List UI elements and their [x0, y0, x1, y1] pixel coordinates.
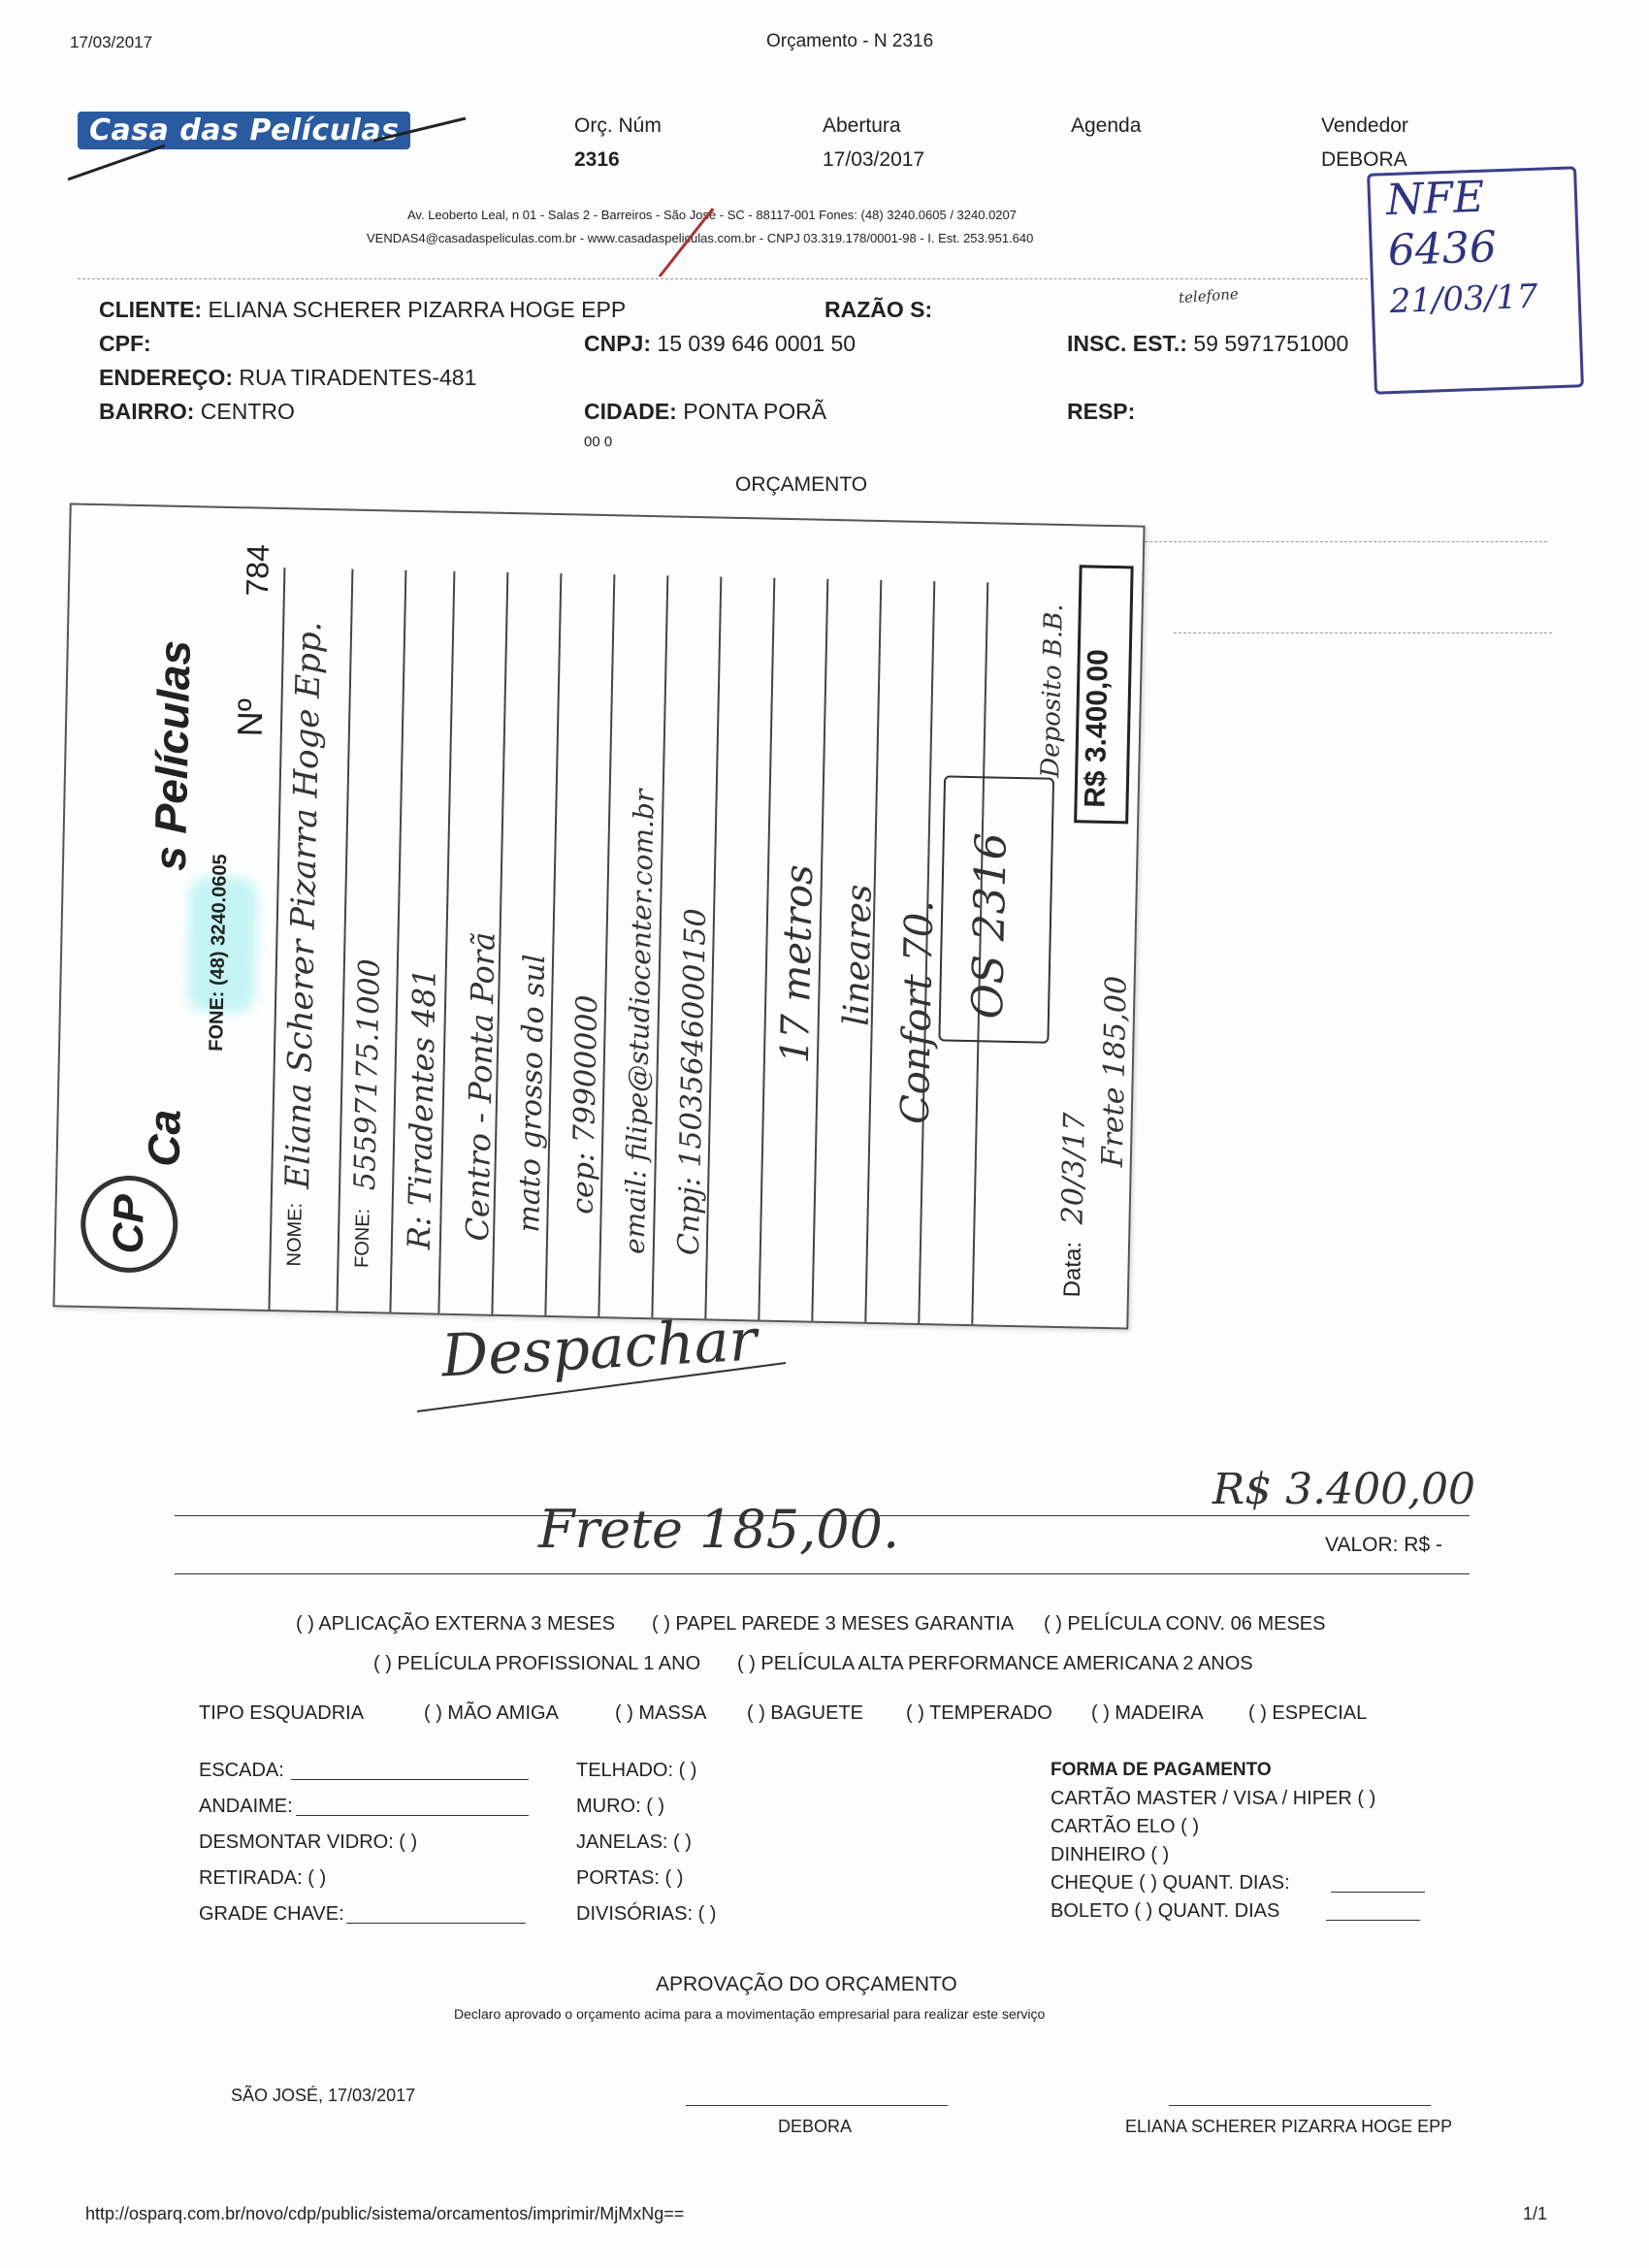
receipt-numero: 784: [239, 543, 275, 597]
receipt-nome: Eliana Scherer Pizarra Hoge Epp.: [278, 621, 330, 1189]
receipt-data-label: Data:: [1058, 1241, 1087, 1298]
field-telhado: TELHADO: ( ): [576, 1760, 697, 1781]
field-grade: GRADE CHAVE:: [199, 1903, 344, 1925]
cidade-value: PONTA PORÃ: [683, 399, 827, 424]
receipt-numero-label: Nº: [229, 697, 271, 737]
receipt-slip: [52, 502, 1145, 1329]
local-data: SÃO JOSÉ, 17/03/2017: [231, 2086, 416, 2105]
boleto-line: [1326, 1920, 1420, 1921]
print-date: 17/03/2017: [70, 33, 153, 51]
cnpj-row: [584, 331, 856, 357]
insc-row: [1067, 331, 1348, 357]
cnpj-label: CNPJ:: [584, 331, 652, 356]
razao-label: RAZÃO S:: [824, 297, 933, 322]
field-andaime: ANDAIME:: [199, 1796, 293, 1817]
line-valor-bottom: [175, 1573, 1470, 1574]
receipt-frete: Frete 185,00: [1095, 975, 1134, 1168]
vendedor-label: Vendedor: [1321, 114, 1408, 137]
aprovacao-text: Declaro aprovado o orçamento acima para a movimentação empresarial para realizar este serviço: [454, 2006, 1046, 2022]
orc-label: Orç. Núm: [574, 114, 662, 137]
endereco-row: [99, 365, 476, 391]
sign2-name: ELIANA SCHERER PIZARRA HOGE EPP: [1125, 2117, 1453, 2136]
agenda-label: Agenda: [1071, 114, 1142, 137]
pag-dinheiro: DINHEIRO ( ): [1051, 1844, 1170, 1865]
bairro-label: BAIRRO:: [99, 399, 195, 424]
divider-right-2: [1174, 632, 1552, 633]
field-desmontar: DESMONTAR VIDRO: ( ): [199, 1831, 418, 1853]
receipt-fone: FONE: (48) 3240.0605: [205, 854, 232, 1052]
cliente-row: [99, 297, 626, 323]
receipt-data: 20/3/17: [1055, 1112, 1092, 1225]
nfe-line1: NFE: [1385, 172, 1486, 226]
receipt-item1: 17 metros: [772, 863, 823, 1064]
bairro-value: CENTRO: [200, 399, 295, 424]
cidade-sub: 00 0: [584, 434, 613, 450]
company-contact: VENDAS4@casadaspeliculas.com.br - www.casadaspeliculas.com.br - CNPJ 03.319.178/0001-98 - I. Est. 253.951.640: [367, 231, 1034, 245]
nfe-line2: 6436: [1386, 222, 1498, 276]
cliente-label: CLIENTE:: [99, 297, 203, 322]
bairro-row: [99, 399, 295, 425]
receipt-brand: s Películas: [144, 639, 200, 872]
endereco-label: ENDEREÇO:: [99, 365, 234, 390]
field-divisorias: DIVISÓRIAS: ( ): [576, 1903, 717, 1925]
telefone-note: telefone: [1178, 284, 1240, 308]
field-muro: MURO: ( ): [576, 1796, 665, 1817]
receipt-item3: Confort 70.: [892, 899, 943, 1125]
sign1-name: DEBORA: [778, 2117, 853, 2136]
frete-handwritten: Frete 185,00.: [538, 1499, 900, 1560]
orc-value: 2316: [574, 148, 620, 171]
red-pen-stroke: [650, 199, 728, 286]
company-logo: Casa das Películas: [78, 112, 410, 149]
field-portas: PORTAS: ( ): [576, 1867, 684, 1889]
insc-label: INSC. EST.:: [1067, 331, 1187, 356]
sign2-line: [1169, 2105, 1431, 2106]
valor-handwritten: R$ 3.400,00: [1212, 1465, 1476, 1514]
receipt-deposito: Deposito B.B.: [1036, 603, 1069, 779]
cidade-label: CIDADE:: [584, 399, 677, 424]
esq-massa: ( ) MASSA: [615, 1702, 707, 1724]
esq-madeira: ( ) MADEIRA: [1091, 1702, 1204, 1724]
doc-title: Orçamento - N 2316: [766, 31, 934, 51]
opt-profissional: ( ) PELÍCULA PROFISSIONAL 1 ANO: [373, 1653, 701, 1674]
receipt-email: email: filipe@studiocenter.com.br: [618, 789, 661, 1255]
receipt-estado: mato grosso do sul: [512, 954, 553, 1233]
esq-temperado: ( ) TEMPERADO: [906, 1702, 1052, 1724]
divider: [78, 278, 1368, 279]
despachar-note: Despachar: [439, 1306, 759, 1391]
pagamento-title: FORMA DE PAGAMENTO: [1051, 1760, 1272, 1780]
esq-baguete: ( ) BAGUETE: [747, 1702, 864, 1724]
receipt-nome-label: NOME:: [283, 1202, 307, 1267]
receipt-brand-start: Ca: [138, 1109, 190, 1168]
receipt-centro: Centro - Ponta Porã: [458, 931, 502, 1242]
nfe-line3: 21/03/17: [1389, 276, 1539, 322]
receipt-item2: lineares: [836, 884, 880, 1027]
escada-line: [291, 1779, 529, 1780]
abertura-value: 17/03/2017: [823, 148, 925, 171]
cheque-line: [1331, 1892, 1425, 1893]
field-janelas: JANELAS: ( ): [576, 1831, 692, 1853]
valor-label: VALOR: R$ -: [1325, 1534, 1442, 1556]
receipt-cnpj: Cnpj: 15035646000150: [671, 908, 714, 1256]
endereco-value: RUA TIRADENTES-481: [239, 365, 477, 390]
field-retirada: RETIRADA: ( ): [199, 1867, 327, 1889]
opt-externa: ( ) APLICAÇÃO EXTERNA 3 MESES: [296, 1613, 615, 1635]
sign1-line: [686, 2105, 948, 2106]
abertura-label: Abertura: [823, 114, 901, 137]
esquadria-label: TIPO ESQUADRIA: [199, 1702, 365, 1724]
receipt-endereco: R: Tiradentes 481: [400, 967, 443, 1250]
section-title: ORÇAMENTO: [735, 473, 868, 496]
company-address: Av. Leoberto Leal, n 01 - Salas 2 - Barreiros - São José - SC - 88117-001 Fones: (48) 3240.0605 / 3240.0207: [407, 208, 1017, 222]
receipt-os: OS 2316: [962, 831, 1017, 1020]
cpf-label: CPF:: [99, 331, 151, 356]
cp-logo-icon: CP: [80, 1175, 178, 1274]
grade-line: [346, 1923, 526, 1924]
receipt-fone-label: FONE:: [351, 1208, 374, 1269]
insc-value: 59 5971751000: [1193, 331, 1349, 356]
receipt-rs: R$ 3.400,00: [1079, 648, 1115, 809]
cnpj-value: 15 039 646 0001 50: [657, 331, 857, 356]
footer-page: 1/1: [1523, 2204, 1548, 2223]
aprovacao-title: APROVAÇÃO DO ORÇAMENTO: [656, 1973, 957, 1995]
receipt-cep: cep: 79900000: [566, 994, 605, 1215]
pen-stroke: [58, 107, 475, 194]
esq-especial: ( ) ESPECIAL: [1248, 1702, 1368, 1724]
cidade-row: [584, 399, 826, 425]
receipt-fone-value: 55597175.1000: [348, 958, 388, 1191]
andaime-line: [296, 1815, 529, 1816]
nfe-stamp: [1367, 166, 1584, 394]
opt-papel: ( ) PAPEL PAREDE 3 MESES GARANTIA: [652, 1613, 1015, 1635]
divider-right: [1130, 541, 1547, 542]
opt-alta: ( ) PELÍCULA ALTA PERFORMANCE AMERICANA 2 ANOS: [737, 1653, 1253, 1674]
vendedor-value: DEBORA: [1321, 148, 1407, 171]
pag-cheque: CHEQUE ( ) QUANT. DIAS:: [1051, 1872, 1290, 1894]
despachar-underline: [407, 1353, 795, 1421]
opt-conv: ( ) PELÍCULA CONV. 06 MESES: [1044, 1613, 1326, 1635]
pag-elo: CARTÃO ELO ( ): [1051, 1816, 1199, 1837]
resp-label: RESP:: [1067, 399, 1136, 424]
footer-url: http://osparq.com.br/novo/cdp/public/sistema/orcamentos/imprimir/MjMxNg==: [85, 2204, 685, 2223]
pag-cartao: CARTÃO MASTER / VISA / HIPER ( ): [1051, 1788, 1376, 1809]
cliente-value: ELIANA SCHERER PIZARRA HOGE EPP: [208, 297, 627, 322]
esq-mao: ( ) MÃO AMIGA: [424, 1702, 559, 1724]
field-escada: ESCADA:: [199, 1760, 284, 1781]
pag-boleto: BOLETO ( ) QUANT. DIAS: [1051, 1900, 1280, 1922]
